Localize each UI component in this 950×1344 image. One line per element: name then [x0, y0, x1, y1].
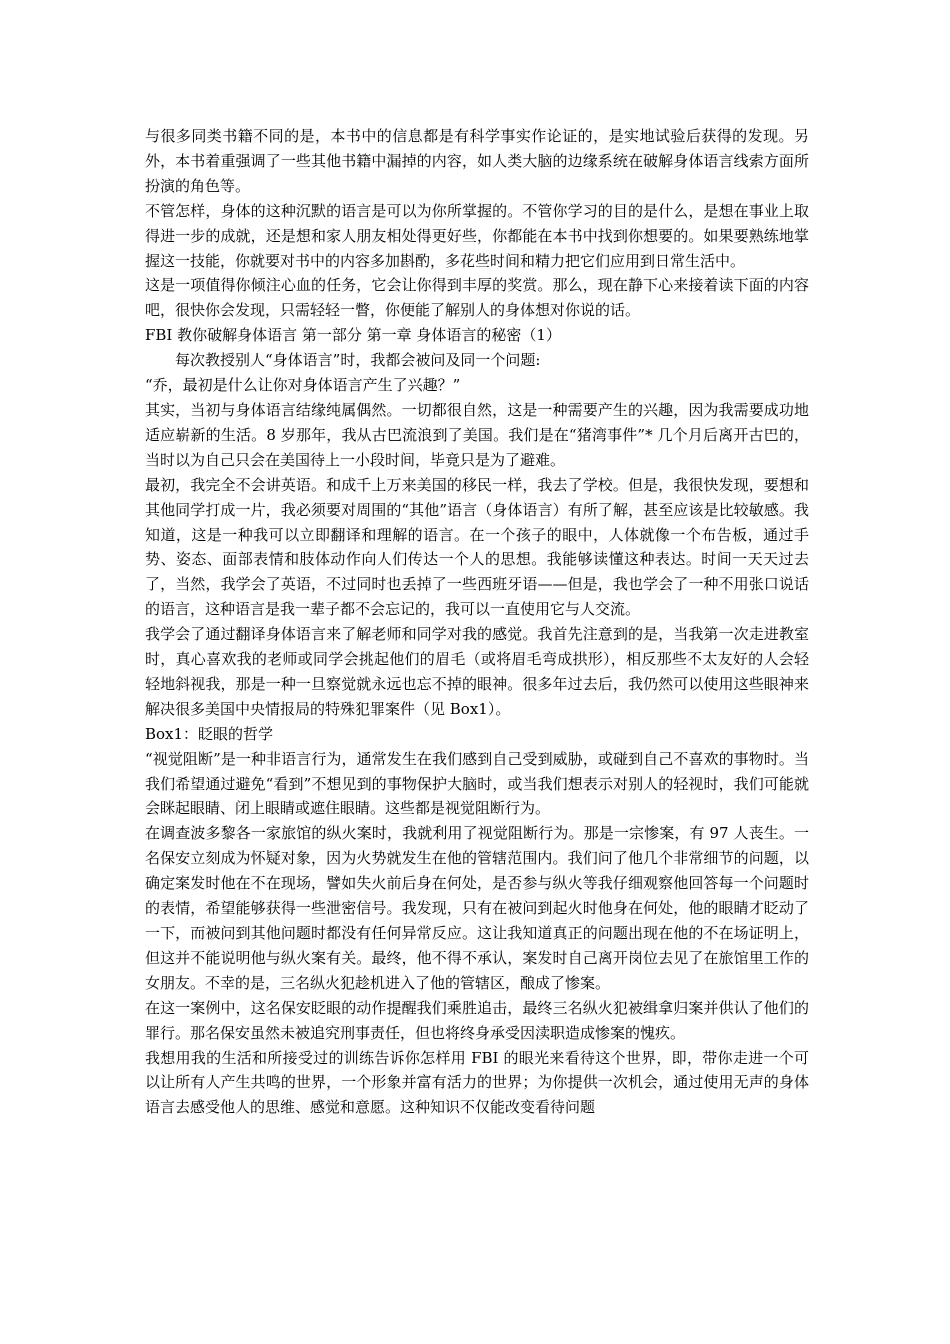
- paragraph-quote: “乔，最初是什么让你对身体语言产生了兴趣？”: [145, 376, 461, 395]
- paragraph-case-outcome: 在这一案例中，这名保安眨眼的动作提醒我们乘胜追击，最终三名纵火犯被缉拿归案并供认了他们的罪行。那名保安虽然未被追究刑事责任，但也将终身承受因渎职造成惨案的愧疚。: [145, 998, 809, 1042]
- document-body: [145, 124, 809, 1120]
- paragraph-question-intro: 每次教授别人“身体语言”时，我都会被问及同一个问题:: [175, 351, 541, 370]
- paragraph-fbi-view: 我想用我的生活和所接受过的训练告诉你怎样用 FBI 的眼光来看待这个世界，即，带你走进一个可以让所有人产生共鸣的世界，一个形象并富有活力的世界；为你提供一次机会，通过使用无声的身体语言去感受他人的思维、感觉和意愿。这种知识不仅能改变看待问题: [145, 1048, 809, 1117]
- paragraph-reward: 这是一项值得你倾注心血的任务，它会让你得到丰厚的奖赏。那么，现在静下心来接着读下面的内容吧，很快你会发现，只需轻轻一瞥，你便能了解别人的身体想对你说的话。: [145, 276, 809, 320]
- paragraph-intro-science: 与很多同类书籍不同的是，本书中的信息都是有科学事实作论证的，是实地试验后获得的发现。另外，本书着重强调了一些其他书籍中漏掉的内容，如人类大脑的边缘系统在破解身体语言线索方面所扮演的角色等。: [145, 127, 809, 195]
- paragraph-school: 最初，我完全不会讲英语。和成千上万来美国的移民一样，我去了学校。但是，我很快发现，要想和其他同学打成一片，我必须要对周围的“其他”语言（身体语言）有所了解，甚至应该是比较敏感。我知道，这是一种我可以立即翻译和理解的语言。在一个孩子的眼中，人体就像一个布告板，通过手势、姿态、面部表情和肢体动作向人们传达一个人的思想。我能够读懂这种表达。时间一天天过去了，当然，我学会了英语，不过同时也丢掉了一些西班牙语——但是，我也学会了一种不用张口说话的语言，这种语言是我一辈子都不会忘记的，我可以一直使用它与人交流。: [145, 475, 809, 619]
- box-heading: Box1：眨眼的哲学: [145, 724, 274, 743]
- chapter-heading: FBI 教你破解身体语言 第一部分 第一章 身体语言的秘密（1）: [145, 326, 561, 345]
- paragraph-eyebrows: 我学会了通过翻译身体语言来了解老师和同学对我的感觉。我首先注意到的是，当我第一次走进教室时，真心喜欢我的老师或同学会挑起他们的眉毛（或将眉毛弯成拱形），相反那些不太友好的人会轻轻地斜视我，那是一种一旦察觉就永远也忘不掉的眼神。很多年过去后，我仍然可以使用这些眼神来解决很多美国中央情报局的特殊犯罪案件（见 Box1）。: [145, 625, 809, 718]
- paragraph-mastery: 不管怎样，身体的这种沉默的语言是可以为你所掌握的。不管你学习的目的是什么，是想在事业上取得进一步的成就，还是想和家人朋友相处得更好些，你都能在本书中找到你想要的。如果要熟练地掌握这一技能，你就要对书中的内容多加斟酌，多花些时间和精力把它们应用到日常生活中。: [145, 201, 809, 270]
- paragraph-origin: 其实，当初与身体语言结缘纯属偶然。一切都很自然，这是一种需要产生的兴趣，因为我需要成功地适应崭新的生活。8 岁那年，我从古巴流浪到了美国。我们是在“猪湾事件”* 几个月后离开古巴的，当时以为自己只会在美国待上一小段时间，毕竟只是为了避难。: [145, 400, 809, 469]
- paragraph-eye-blocking: “视觉阻断”是一种非语言行为，通常发生在我们感到自己受到威胁，或碰到自己不喜欢的事物时。当我们希望通过避免“看到”不想见到的事物保护大脑时，或当我们想表示对别人的轻视时，我们可能就会眯起眼睛、闭上眼睛或遮住眼睛。这些都是视觉阻断行为。: [145, 749, 809, 818]
- paragraph-arson-case: 在调查波多黎各一家旅馆的纵火案时，我就利用了视觉阻断行为。那是一宗惨案，有 97 人丧生。一名保安立刻成为怀疑对象，因为火势就发生在他的管辖范围内。我们问了他几个非常细节的问题，以确定案发时他在不在现场，譬如失火前后身在何处，是否参与纵火等我仔细观察他回答每一个问题时的表情，希望能够获得一些泄密信号。我发现，只有在被问到起火时他身在何处，他的眼睛才眨动了一下，而被问到其他问题时都没有任何异常反应。这让我知道真正的问题出现在他的不在场证明上，但这并不能说明他与纵火案有关。最终，他不得不承认，案发时自己离开岗位去见了在旅馆里工作的女朋友。不幸的是，三名纵火犯趁机进入了他的管辖区，酿成了惨案。: [145, 824, 809, 992]
